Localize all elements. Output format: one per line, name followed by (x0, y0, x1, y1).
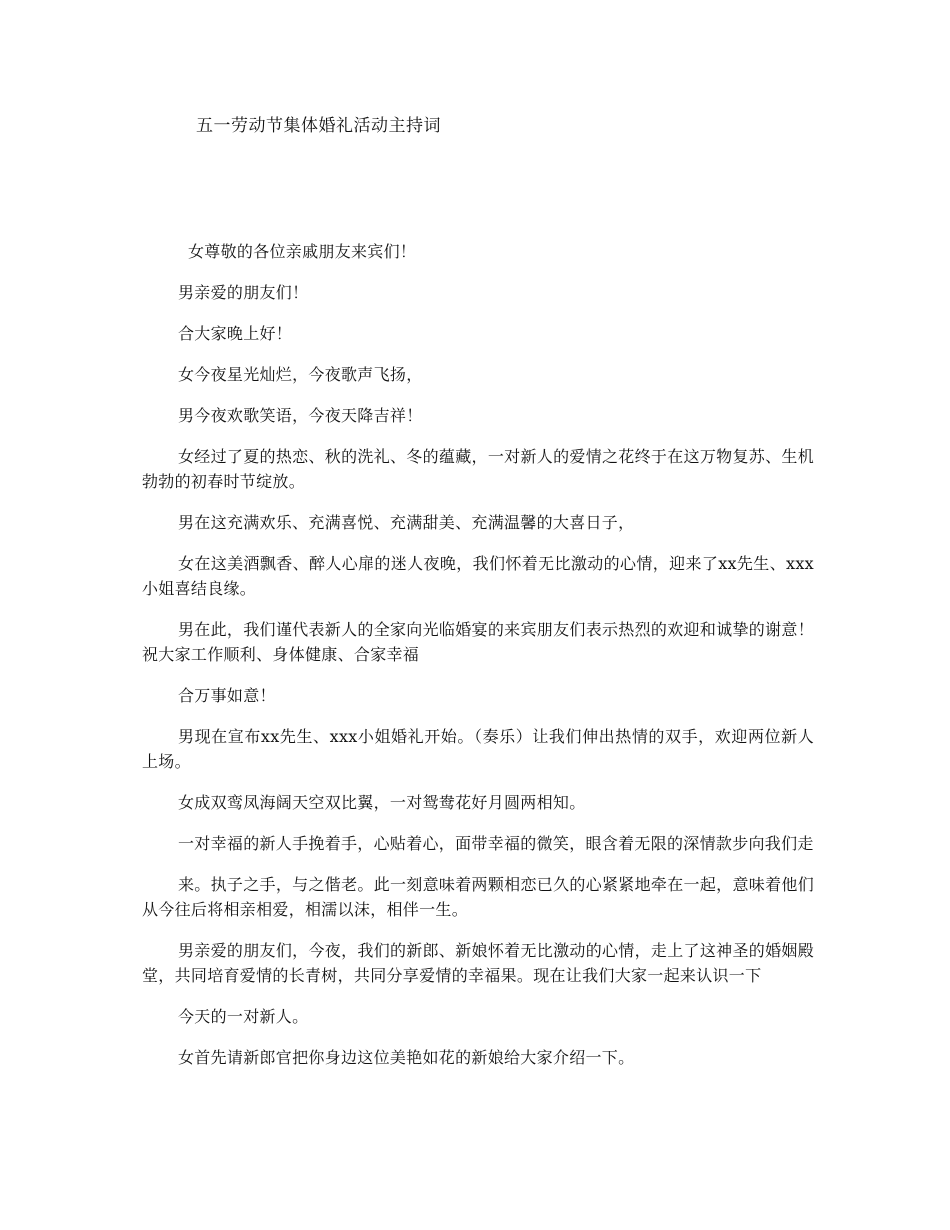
document-body (142, 239, 814, 1086)
paragraph: 女尊敬的各位亲戚朋友来宾们！ (188, 242, 417, 261)
paragraph: 男亲爱的朋友们！ (178, 283, 309, 302)
paragraph: 一对幸福的新人手挽着手，心贴着心，面带幸福的微笑，眼含着无限的深情款步向我们走 (178, 834, 814, 853)
paragraph: 男今夜欢歌笑语，今夜天降吉祥！ (178, 406, 423, 425)
paragraph: 男在此，我们谨代表新人的全家向光临婚宴的来宾朋友们表示热烈的欢迎和诚挚的谢意！祝大家工作顺利、身体健康、合家幸福 (142, 620, 814, 664)
paragraph: 女成双鸾凤海阔天空双比翼，一对鸳鸯花好月圆两相知。 (178, 793, 586, 812)
document-title: 五一劳动节集体婚礼活动主持词 (196, 116, 441, 136)
paragraph: 女经过了夏的热恋、秋的洗礼、冬的蕴藏，一对新人的爱情之花终于在这万物复苏、生机勃勃的初春时节绽放。 (142, 447, 814, 491)
paragraph: 合大家晚上好！ (178, 324, 293, 343)
paragraph: 今天的一对新人。 (178, 1007, 309, 1026)
paragraph: 来。执子之手，与之偕老。此一刻意味着两颗相恋已久的心紧紧地牵在一起，意味着他们从今往后将相亲相爱，相濡以沫，相伴一生。 (142, 875, 814, 919)
paragraph: 女首先请新郎官把你身边这位美艳如花的新娘给大家介绍一下。 (178, 1048, 635, 1067)
paragraph: 合万事如意！ (178, 686, 276, 705)
paragraph: 男现在宣布xx先生、xxx小姐婚礼开始。（奏乐）让我们伸出热情的双手，欢迎两位新人上场。 (142, 727, 814, 771)
paragraph: 男亲爱的朋友们，今夜，我们的新郎、新娘怀着无比激动的心情，走上了这神圣的婚姻殿堂，共同培育爱情的长青树，共同分享爱情的幸福果。现在让我们大家一起来认识一下 (142, 941, 814, 985)
paragraph: 女在这美酒飘香、醉人心扉的迷人夜晚，我们怀着无比激动的心情，迎来了xx先生、xxx小姐喜结良缘。 (142, 554, 814, 598)
paragraph: 男在这充满欢乐、充满喜悦、充满甜美、充满温馨的大喜日子， (178, 513, 635, 532)
paragraph: 女今夜星光灿烂，今夜歌声飞扬， (178, 365, 423, 384)
